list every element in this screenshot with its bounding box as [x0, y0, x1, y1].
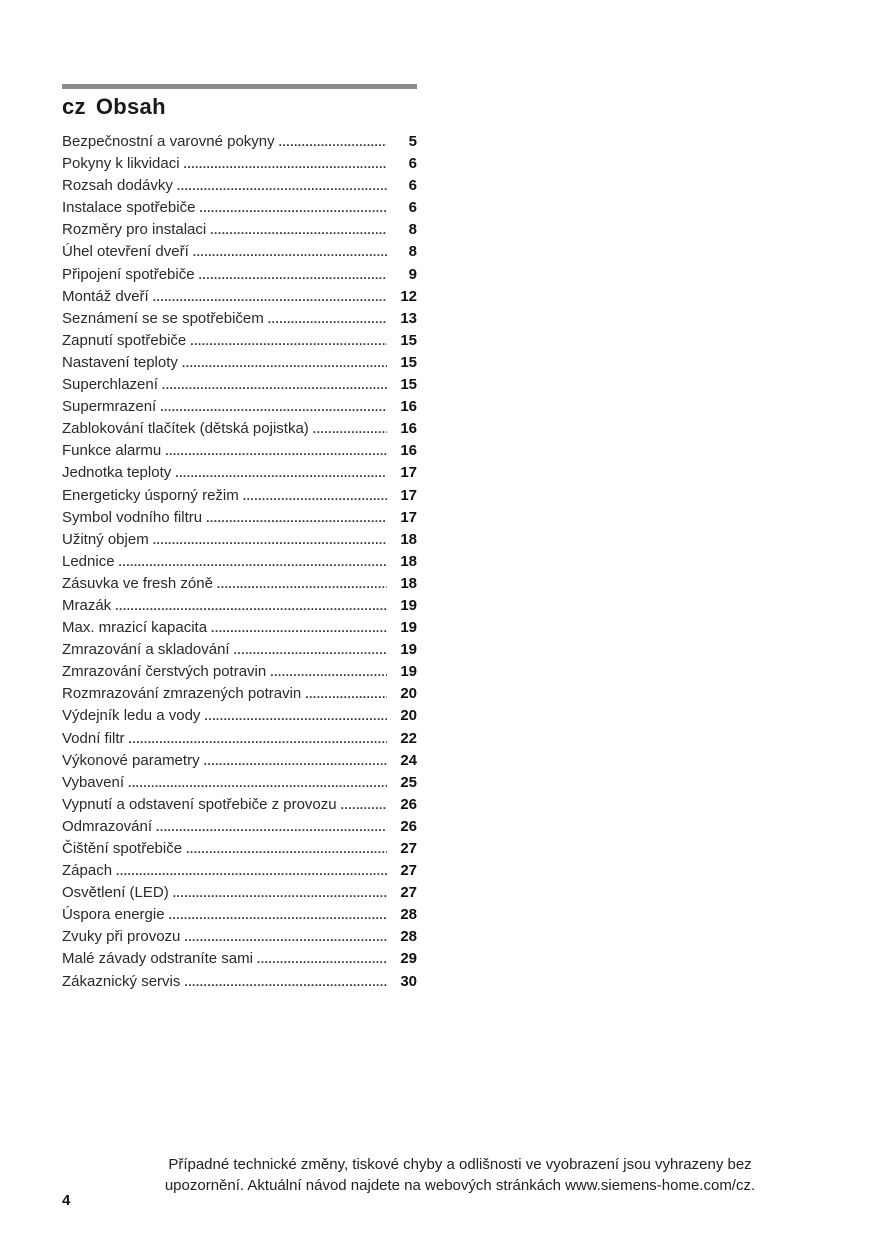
- toc-entry-page: 5: [408, 133, 417, 150]
- toc-dot-leader: [305, 683, 387, 705]
- toc-entry-page: 24: [400, 751, 417, 769]
- toc-entry[interactable]: [62, 705, 417, 727]
- toc-entry-title: Mrazák: [62, 596, 112, 614]
- toc-entry-page: 16: [400, 398, 417, 416]
- toc-entry[interactable]: [62, 485, 417, 507]
- toc-entry-page: 18: [400, 552, 417, 570]
- toc-dot-leader: [182, 352, 387, 374]
- toc-dot-leader: [204, 705, 387, 727]
- toc-dot-leader: [115, 595, 387, 617]
- toc-entry[interactable]: [62, 286, 417, 308]
- toc-entry[interactable]: [62, 374, 417, 396]
- toc-dot-leader: [268, 308, 387, 330]
- toc-entry-title: Energeticky úsporný režim: [62, 486, 239, 504]
- toc-entry-title: Malé závady odstraníte sami: [62, 950, 253, 968]
- toc-entry-page: 30: [400, 972, 417, 990]
- toc-dot-leader: [257, 948, 387, 970]
- toc-entry[interactable]: [62, 175, 417, 197]
- toc-entry-title: Rozmrazování zmrazených potravin: [62, 685, 302, 703]
- toc-dot-leader: [199, 264, 387, 286]
- toc-entry-page: 17: [400, 508, 417, 526]
- toc-entry-page: 6: [408, 155, 417, 173]
- toc-dot-leader: [190, 330, 387, 352]
- toc-entry[interactable]: [62, 904, 417, 926]
- toc-entry-title: Odmrazování: [62, 817, 153, 835]
- toc-entry-title: Superchlazení: [62, 376, 158, 394]
- toc-entry-page: 28: [400, 928, 417, 946]
- toc-entry-page: 15: [400, 331, 417, 349]
- toc-entry-page: 28: [400, 906, 417, 924]
- toc-entry-page: 19: [400, 641, 417, 659]
- toc-dot-leader: [162, 374, 387, 396]
- toc-dot-leader: [234, 639, 387, 661]
- toc-dot-leader: [217, 573, 387, 595]
- toc-entry-title: Osvětlení (LED): [62, 884, 169, 902]
- toc-dot-leader: [206, 507, 387, 529]
- toc-entry-title: Výkonové parametry: [62, 751, 200, 769]
- section-top-rule: [62, 84, 417, 89]
- toc-entry[interactable]: [62, 838, 417, 860]
- toc-dot-leader: [184, 153, 387, 175]
- toc-dot-leader: [177, 175, 387, 197]
- toc-entry-title: Užitný objem: [62, 530, 149, 548]
- toc-entry-title: Zapnutí spotřebiče: [62, 331, 187, 349]
- toc-entry-title: Seznámení se se spotřebičem: [62, 309, 264, 327]
- toc-entry[interactable]: [62, 772, 417, 794]
- toc-entry-title: Vypnutí a odstavení spotřebiče z provozu: [62, 795, 337, 813]
- toc-dot-leader: [199, 197, 387, 219]
- toc-entry-page: 19: [400, 663, 417, 681]
- toc-dot-leader: [128, 772, 387, 794]
- toc-dot-leader: [184, 971, 387, 993]
- toc-dot-leader: [341, 794, 387, 816]
- toc-entry-page: 8: [408, 221, 417, 239]
- toc-dot-leader: [279, 131, 387, 153]
- toc-entry[interactable]: [62, 241, 417, 263]
- toc-entry-title: Zvuky při provozu: [62, 928, 181, 946]
- toc-dot-leader: [313, 418, 387, 440]
- toc-entry-title: Pokyny k likvidaci: [62, 155, 180, 173]
- toc-entry[interactable]: [62, 440, 417, 462]
- language-code: cz: [62, 94, 86, 119]
- toc-entry-title: Zákaznický servis: [62, 972, 181, 990]
- toc-entry[interactable]: [62, 661, 417, 683]
- toc-entry-page: 27: [400, 862, 417, 880]
- toc-entry[interactable]: [62, 418, 417, 440]
- toc-entry-page: 17: [400, 464, 417, 482]
- toc-entry[interactable]: [62, 882, 417, 904]
- footer-disclaimer-line-2: upozornění. Aktuální návod najdete na webových stránkách www.siemens-home.com/cz.: [164, 1177, 756, 1194]
- toc-entry-title: Zablokování tlačítek (dětská pojistka): [62, 420, 309, 438]
- toc-entry-page: 26: [400, 817, 417, 835]
- toc-entry-title: Supermrazení: [62, 398, 157, 416]
- toc-entry-title: Vodní filtr: [62, 729, 125, 747]
- toc-entry-title: Max. mrazicí kapacita: [62, 619, 208, 637]
- toc-entry[interactable]: [62, 750, 417, 772]
- toc-entry[interactable]: [62, 683, 417, 705]
- toc-dot-leader: [173, 882, 387, 904]
- toc-entry-page: 6: [408, 199, 417, 217]
- toc-entry-title: Montáž dveří: [62, 287, 149, 305]
- toc-dot-leader: [129, 728, 387, 750]
- toc-entry-page: 20: [400, 685, 417, 703]
- toc-entry[interactable]: [62, 352, 417, 374]
- toc-entry-page: 26: [400, 795, 417, 813]
- toc-entry[interactable]: [62, 153, 417, 175]
- toc-dot-leader: [156, 816, 387, 838]
- toc-dot-leader: [211, 617, 387, 639]
- toc-entry-page: 19: [400, 619, 417, 637]
- toc-entry-page: 25: [400, 773, 417, 791]
- toc-entry[interactable]: [62, 507, 417, 529]
- toc-entry-page: 6: [408, 177, 417, 195]
- toc-entry-page: 16: [400, 420, 417, 438]
- toc-entry[interactable]: [62, 948, 417, 970]
- toc-entry[interactable]: [62, 462, 417, 484]
- toc-entry[interactable]: [62, 926, 417, 948]
- toc-entry[interactable]: [62, 529, 417, 551]
- toc-entry-title: Čištění spotřebiče: [62, 840, 183, 857]
- toc-entry-page: 27: [400, 884, 417, 902]
- toc-entry-page: 13: [400, 309, 417, 327]
- page-number: 4: [62, 1192, 71, 1209]
- toc-entry[interactable]: [62, 728, 417, 750]
- toc-dot-leader: [210, 219, 387, 241]
- toc-entry-page: 8: [408, 243, 417, 261]
- toc-entry-page: 29: [400, 950, 417, 968]
- toc-entry[interactable]: [62, 264, 417, 286]
- toc-entry-page: 9: [408, 265, 417, 283]
- toc-dot-leader: [169, 904, 387, 926]
- toc-entry-page: 15: [400, 353, 417, 371]
- page-title: [62, 94, 166, 120]
- toc-entry-title: Zmrazování čerstvých potravin: [62, 663, 267, 681]
- toc-dot-leader: [186, 838, 387, 860]
- toc-entry-page: 27: [400, 840, 417, 857]
- footer-disclaimer: [100, 1154, 820, 1196]
- toc-dot-leader: [193, 241, 387, 263]
- toc-dot-leader: [153, 529, 387, 551]
- toc-entry-page: 18: [400, 530, 417, 548]
- toc-entry-page: 16: [400, 442, 417, 460]
- toc-entry-title: Funkce alarmu: [62, 442, 162, 460]
- toc-entry[interactable]: [62, 197, 417, 219]
- toc-entry[interactable]: [62, 794, 417, 816]
- toc-entry[interactable]: [62, 308, 417, 330]
- toc-entry-title: Bezpečnostní a varovné pokyny: [62, 133, 275, 150]
- toc-dot-leader: [243, 485, 387, 507]
- toc-entry[interactable]: [62, 131, 417, 153]
- toc-entry-page: 20: [400, 707, 417, 725]
- toc-entry-title: Jednotka teploty: [62, 464, 172, 482]
- toc-entry[interactable]: [62, 617, 417, 639]
- toc-entry[interactable]: [62, 816, 417, 838]
- toc-entry[interactable]: [62, 330, 417, 352]
- toc-entry-title: Zmrazování a skladování: [62, 641, 230, 659]
- toc-entry-page: 18: [400, 574, 417, 592]
- toc-entry-title: Symbol vodního filtru: [62, 508, 203, 526]
- toc-entry-title: Rozměry pro instalaci: [62, 221, 207, 239]
- toc-entry-page: 17: [400, 486, 417, 504]
- toc-entry-title: Vybavení: [62, 773, 124, 791]
- toc-entry[interactable]: [62, 573, 417, 595]
- toc-dot-leader: [184, 926, 387, 948]
- table-of-contents: [62, 131, 417, 993]
- toc-entry[interactable]: [62, 219, 417, 241]
- toc-entry-title: Připojení spotřebiče: [62, 265, 195, 283]
- toc-dot-leader: [119, 551, 387, 573]
- toc-dot-leader: [165, 440, 387, 462]
- toc-entry[interactable]: [62, 639, 417, 661]
- toc-entry-title: Úhel otevření dveří: [62, 243, 189, 261]
- toc-entry-title: Rozsah dodávky: [62, 177, 173, 195]
- toc-dot-leader: [153, 286, 387, 308]
- page-title-text: Obsah: [95, 94, 166, 119]
- toc-entry-title: Výdejník ledu a vody: [62, 707, 201, 725]
- toc-entry[interactable]: [62, 595, 417, 617]
- toc-entry[interactable]: [62, 860, 417, 882]
- toc-entry-title: Zásuvka ve fresh zóně: [62, 574, 213, 592]
- toc-entry-title: Instalace spotřebiče: [62, 199, 196, 217]
- toc-dot-leader: [204, 750, 387, 772]
- toc-entry-title: Lednice: [62, 552, 115, 570]
- toc-entry-page: 12: [400, 287, 417, 305]
- toc-entry[interactable]: [62, 971, 417, 993]
- toc-entry[interactable]: [62, 551, 417, 573]
- toc-entry-page: 15: [400, 376, 417, 394]
- toc-entry-title: Nastavení teploty: [62, 353, 178, 371]
- footer-disclaimer-line-1: Případné technické změny, tiskové chyby a odlišnosti ve vyobrazení jsou vyhrazeny bez: [168, 1156, 752, 1173]
- toc-entry-page: 22: [400, 729, 417, 747]
- toc-entry-title: Zápach: [62, 862, 113, 880]
- toc-entry-title: Úspora energie: [62, 906, 165, 924]
- toc-entry[interactable]: [62, 396, 417, 418]
- toc-dot-leader: [270, 661, 387, 683]
- toc-dot-leader: [175, 462, 387, 484]
- toc-entry-page: 19: [400, 596, 417, 614]
- toc-dot-leader: [160, 396, 387, 418]
- toc-dot-leader: [116, 860, 387, 882]
